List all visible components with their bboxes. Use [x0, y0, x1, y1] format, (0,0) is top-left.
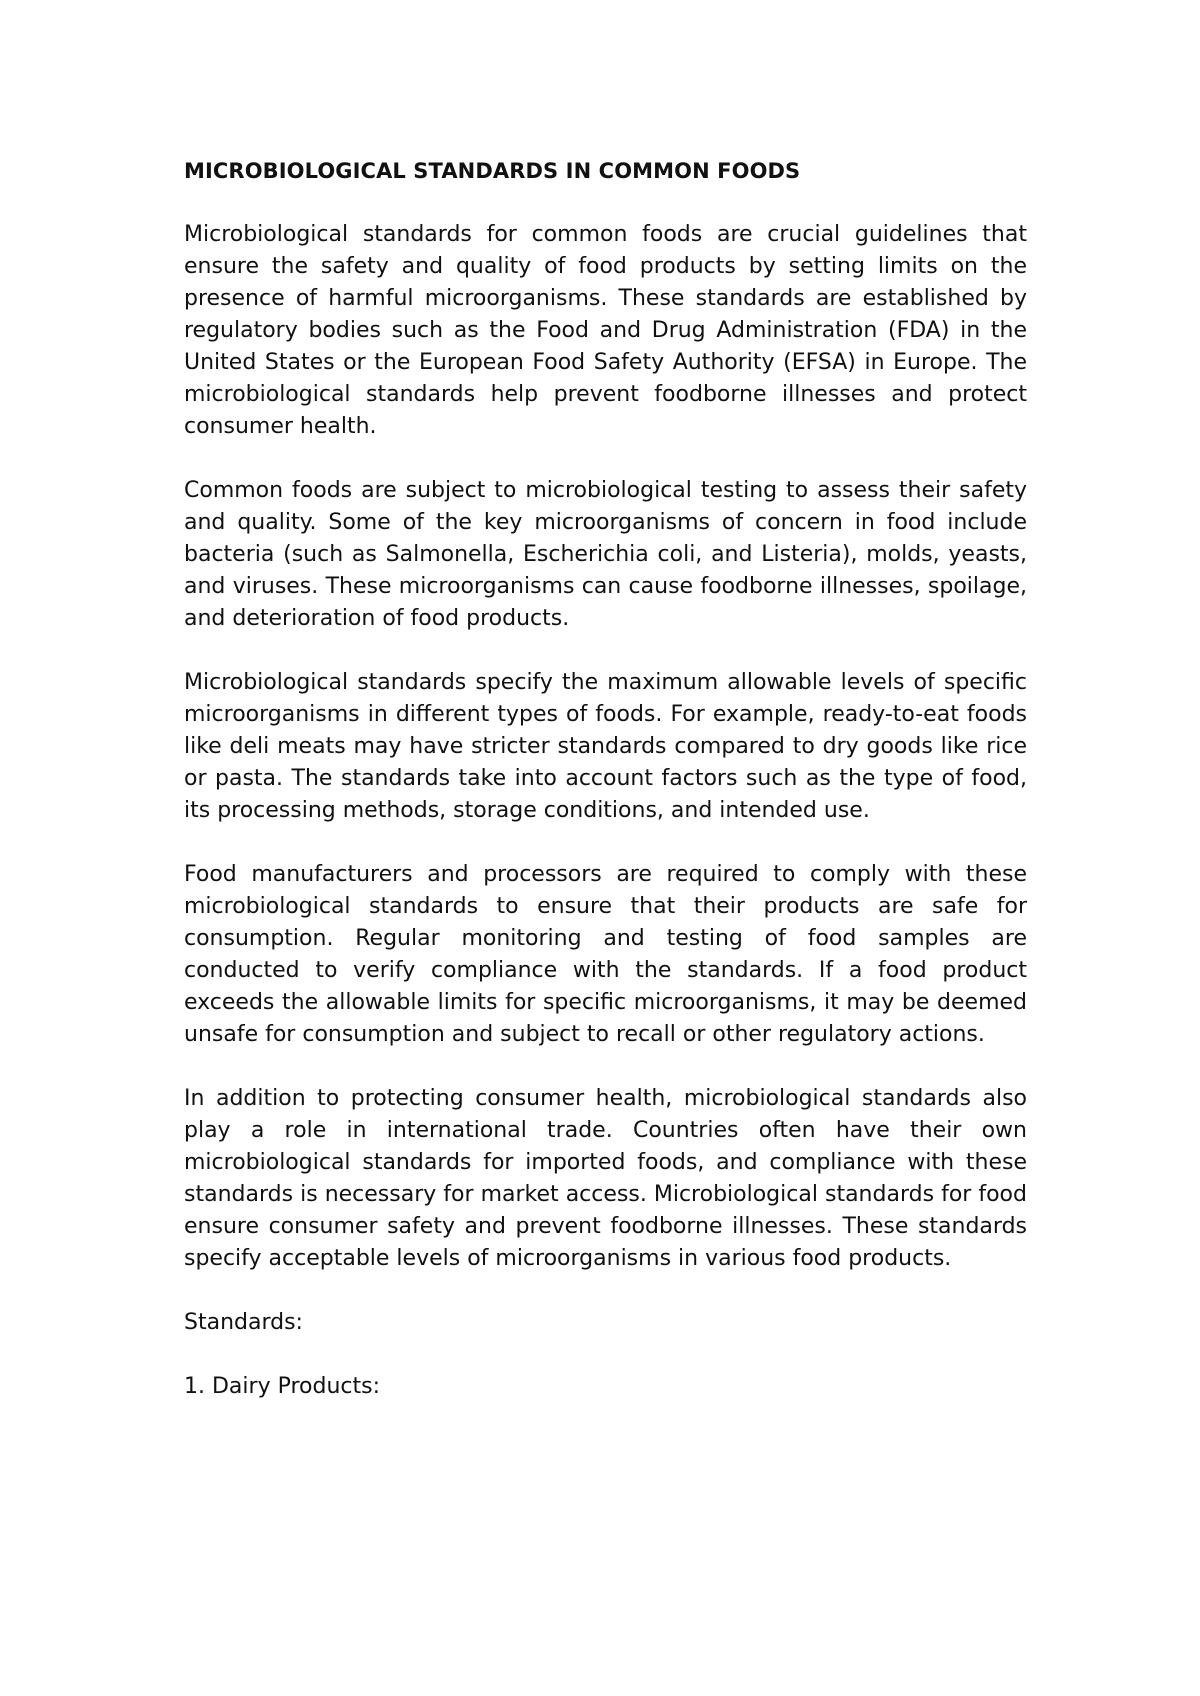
- paragraph-intro: Microbiological standards for common foods are crucial guidelines that ensure the safety and quality of food products by setting limits on the presence of harmful microorganisms. These standards are established by regulatory bodies such as the Food and Drug Administration (FDA) in the United States or the European Food Safety Authority (EFSA) in Europe. The microbiological standards help prevent foodborne illnesses and protect consumer health.: [184, 222, 1027, 439]
- paragraph-testing: Common foods are subject to microbiological testing to assess their safety and quality. Some of the key microorganisms of concern in food include bacteria (such as Salmonella, Escherichia coli, and Listeria), molds, yeasts, and viruses. These microorganisms can cause foodborne illnesses, spoilage, and deterioration of food products.: [184, 478, 1027, 631]
- paragraph-limits: Microbiological standards specify the maximum allowable levels of specific microorganisms in different types of foods. For example, ready-to-eat foods like deli meats may have stricter standards compared to dry goods like rice or pasta. The standards take into account factors such as the type of food, its processing methods, storage conditions, and intended use.: [184, 670, 1027, 823]
- document-title: MICROBIOLOGICAL STANDARDS IN COMMON FOODS: [184, 159, 801, 183]
- paragraph-compliance: Food manufacturers and processors are required to comply with these microbiological standards to ensure that their products are safe for consumption. Regular monitoring and testing of food samples are conducted to verify compliance with the standards. If a food product exceeds the allowable limits for specific microorganisms, it may be deemed unsafe for consumption and subject to recall or other regulatory actions.: [184, 862, 1027, 1047]
- document-page: [184, 155, 1027, 1435]
- standards-label: Standards:: [184, 1310, 303, 1335]
- list-item-dairy: 1. Dairy Products:: [184, 1374, 380, 1399]
- paragraph-trade: In addition to protecting consumer health, microbiological standards also play a role in international trade. Countries often have their own microbiological standards for imported foods, and compliance with these standards is necessary for market access. Microbiological standards for food ensure consumer safety and prevent foodborne illnesses. These standards specify acceptable levels of microorganisms in various food products.: [184, 1086, 1027, 1271]
